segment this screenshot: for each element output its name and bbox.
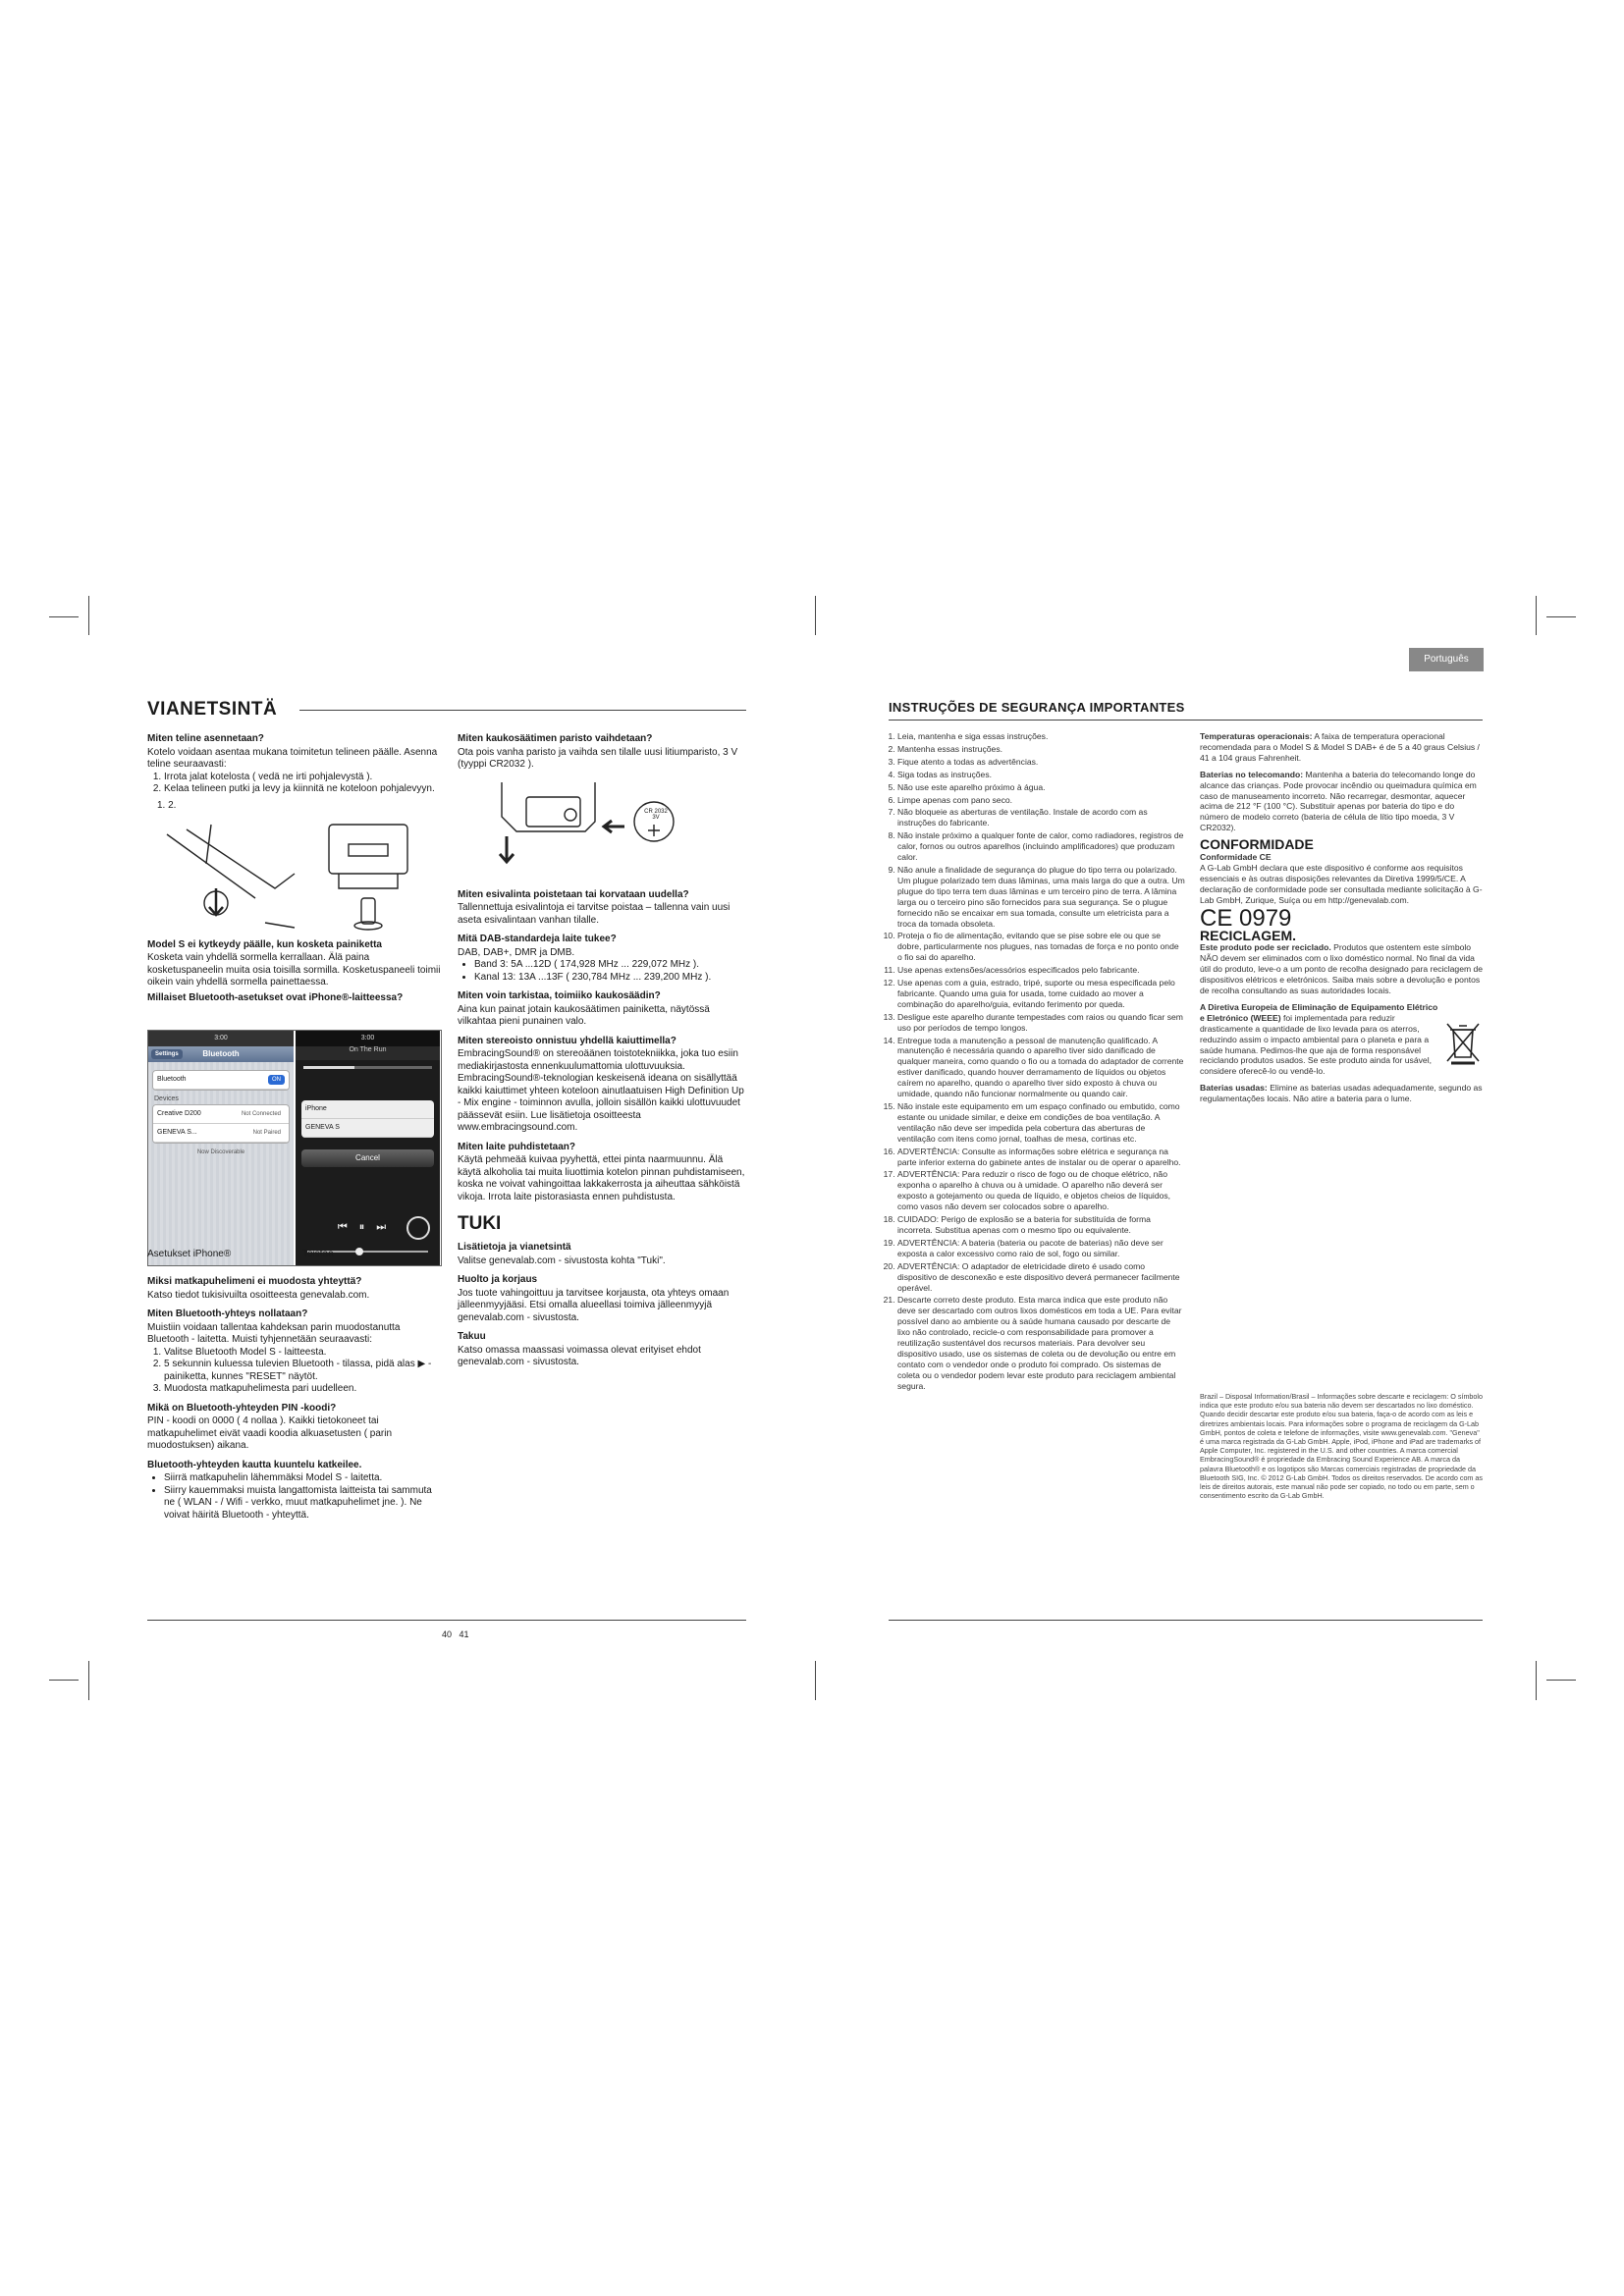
settings-screen bbox=[148, 1031, 294, 1265]
question: Miksi matkapuhelimeni ei muodosta yhteyttä? bbox=[147, 1276, 362, 1287]
left-column-2 bbox=[458, 726, 748, 1369]
crop-mark bbox=[815, 596, 816, 635]
safety-instruction-item: 15. Não instale este equipamento em um espaço confinado ou embutido, como estante ou unidade similar, e deixe em condições de boa ventilação. A ventilação não deve ser impedida pela cobertura das aberturas de ventilação com itens como jornal, toalhas de mesa, cortinas etc. bbox=[897, 1101, 1185, 1145]
answer: DAB, DAB+, DMR ja DMB. bbox=[458, 946, 575, 958]
caption-right: Toistaa bbox=[302, 1249, 334, 1259]
crop-mark bbox=[49, 616, 79, 617]
crop-mark bbox=[1546, 616, 1576, 617]
question: Mitä DAB-standardeja laite tukee? bbox=[458, 934, 617, 944]
nav-bar bbox=[148, 1046, 294, 1062]
safety-instruction-item: 7. Não bloqueie as aberturas de ventilação. Instale de acordo com as instruções do fabricante. bbox=[897, 807, 1185, 828]
battery-note bbox=[1200, 770, 1485, 833]
safety-instruction-item: 19. ADVERTÊNCIA: A bateria (bateria ou pacote de baterias) não deve ser exposta a calor excessivo como raio de sol, fogo ou similar. bbox=[897, 1238, 1185, 1259]
nav-title: Bluetooth bbox=[202, 1049, 240, 1058]
right-column-1 bbox=[879, 731, 1185, 1394]
answer: Ota pois vanha paristo ja vaihda sen tilalle uusi litiumparisto, 3 V (tyyppi CR2032 ). bbox=[458, 746, 738, 770]
weee-bin-icon bbox=[1443, 1020, 1483, 1065]
recycling-text bbox=[1200, 942, 1485, 996]
now-playing-title: On The Run bbox=[296, 1046, 440, 1060]
question: Bluetooth-yhteyden kautta kuuntelu katkeilee. bbox=[147, 1459, 362, 1470]
cancel-button[interactable]: Cancel bbox=[301, 1149, 434, 1167]
safety-instruction-item: 8. Não instale próximo a qualquer fonte de calor, como radiadores, registros de calor, fornos ou outros aparelhos (incluindo amplificadores) que produzam calor. bbox=[897, 830, 1185, 863]
status-bar: 3:00 bbox=[296, 1031, 440, 1046]
row-label: Bluetooth bbox=[157, 1076, 187, 1083]
note-text: Produtos que ostentem este símbolo NÃO devem ser eliminados com o lixo doméstico normal. No final da vida útil do produto, leve-o a um ponto de recolha designado para reciclagem de dispositivos elétricos e eletrónicos. Saiba mais sobre a devolução e pontos de recolha consultando as suas autoridades locais. bbox=[1200, 942, 1484, 996]
crop-mark bbox=[1536, 596, 1537, 635]
bold-lead: Temperaturas operacionais: bbox=[1200, 731, 1313, 741]
answer: EmbracingSound® on stereoäänen toistotekniikka, joka tuo esiin mediakirjastosta ennenkuulumattomia ulottuvuuksia. EmbracingSound®-teknologian keskeisenä ideana on sisällyttää kaikki kaiuttimet yhteen koteloon ainutlaatuisen High Definition Up - Mix engine - toiminnon avulla, jolloin sisällön kaikki ulottuvuudet päässevät esiin. Lue lisätietoja osoitteesta www.embracingsound.com. bbox=[458, 1048, 744, 1133]
answer: Jos tuote vahingoittuu ja tarvitsee korjausta, ota yhteys omaan jälleenmyyjääsi. Etsi omalla alueellasi toimiva jälleenmyyjä genevalab.com - sivustosta. bbox=[458, 1287, 730, 1323]
screenshot-captions bbox=[147, 1249, 442, 1262]
list-item: 3. Muodosta matkapuhelimesta pari uudelleen. bbox=[164, 1383, 442, 1396]
status-bar: 3:00 bbox=[148, 1031, 294, 1046]
question: Miten esivalinta poistetaan tai korvataan uudella? bbox=[458, 888, 689, 900]
safety-instruction-item: 6. Limpe apenas com pano seco. bbox=[897, 795, 1185, 806]
safety-instruction-item: 2. Mantenha essas instruções. bbox=[897, 744, 1185, 755]
question: Miten stereoisto onnistuu yhdellä kaiuttimella? bbox=[458, 1035, 677, 1046]
question: Millaiset Bluetooth-asetukset ovat iPhone®-laitteessa? bbox=[147, 991, 404, 1003]
pause-icon[interactable]: ⏸ bbox=[358, 1221, 377, 1233]
legal-footnote: Brazil – Disposal Information/Brasil – Informações sobre descarte e reciclagem: O símbolo indica que este produto e/ou sua bateria não devem ser descartados no lixo doméstico. Quando decidir descartar este produto e/ou sua bateria, faça-o de acordo com as leis e diretrizes ambientais locais. Para informações sobre o programa de reciclagem da G-Lab GmbH, pontos de coleta e telefone de informações, visite www.genevalab.com. "Geneva" é uma marca registrada da G-Lab GmbH. Apple, iPod, iPhone and iPad are trademarks of Apple Computer, Inc. registered in the U.S. and other countries. A marca comercial EmbracingSound® é propriedade da Embracing Sound Experience AB. A marca da palavra Bluetooth® e os logotipos são Marcas comerciais registradas de propriedade da Bluetooth SIG, Inc. © 2012 G-Lab GmbH. Todos os direitos reservados. De acordo com as leis de direitos autorais, este manual não pode ser copiado, no todo ou em parte, sem o consentimento escrito da G-Lab GmbH. bbox=[1200, 1392, 1484, 1501]
crop-mark bbox=[1546, 1680, 1576, 1681]
device-name: Creative D200 bbox=[157, 1110, 201, 1117]
safety-instruction-item: 5. Não use este aparelho próximo à água. bbox=[897, 782, 1185, 793]
question: Mikä on Bluetooth-yhteyden PIN -koodi? bbox=[147, 1402, 337, 1414]
bold-lead: Baterias usadas: bbox=[1200, 1083, 1268, 1094]
answer: PIN - koodi on 0000 ( 4 nollaa ). Kaikki tietokoneet tai matkapuhelimet eivät vaadi koodia alkuasetusten ( parin muodostuksen) aikana. bbox=[147, 1415, 393, 1451]
steps-list bbox=[147, 1347, 442, 1396]
safety-instruction-item: 18. CUIDADO: Perigo de explosão se a bateria for substituída de forma incorreta. Substitua apenas com o mesmo tipo ou equivalente. bbox=[897, 1214, 1185, 1236]
bullet-list bbox=[147, 1472, 442, 1522]
ce-mark: CE 0979 bbox=[1200, 904, 1292, 932]
recycling-title: RECICLAGEM. bbox=[1200, 927, 1296, 943]
note-text: Elimine as baterias usadas adequadamente, segundo as regulamentações locais. Não atire a bateria para o lume. bbox=[1200, 1083, 1483, 1104]
safety-instruction-item: 11. Use apenas extensões/acessórios especificados pelo fabricante. bbox=[897, 965, 1185, 976]
devices-label: Devices bbox=[154, 1095, 179, 1102]
safety-instruction-item: 9. Não anule a finalidade de segurança do plugue do tipo terra ou polarizado. Um plugue polarizado tem duas lâminas, uma mais larga do que a outra. Um plugue do tipo terra tem duas lâminas e um terceiro pino de terra. A lâmina larga ou o terceiro pino são fornecidos para sua segurança. Se o plugue fornecido não se encaixar em sua tomada, consulte um eletricista para a troca da tomada obsoleta. bbox=[897, 865, 1185, 929]
answer: Katso omassa maassasi voimassa olevat erityiset ehdot genevalab.com - sivustosta. bbox=[458, 1344, 701, 1367]
safety-instruction-item: 14. Entregue toda a manutenção a pessoal de manutenção qualificado. A manutenção é necessária quando o aparelho tiver sido danificado de qualquer maneira, como quando o fio ou a tomada do adaptador de corrente estiver danificado, quando houver derramamento de líquidos ou objetos caírem no aparelho, quando o aparelho tiver sido exposto à chuva ou umidade, quando não funcionar normalmente ou quando cair. bbox=[897, 1036, 1185, 1099]
next-icon[interactable]: ⏭ bbox=[376, 1221, 399, 1233]
question: Huolto ja korjaus bbox=[458, 1274, 538, 1285]
question: Miten voin tarkistaa, toimiiko kaukosäädin? bbox=[458, 990, 661, 1001]
iphone-screenshot bbox=[147, 1030, 442, 1266]
safety-instruction-item: 13. Desligue este aparelho durante tempestades com raios ou quando ficar sem uso por períodos de tempo longos. bbox=[897, 1012, 1185, 1034]
device-name: GENEVA S... bbox=[157, 1129, 197, 1136]
crop-mark bbox=[1536, 1661, 1537, 1700]
footer-rule bbox=[889, 1620, 1483, 1621]
safety-instruction-item: 1. Leia, mantenha e siga essas instruções. bbox=[897, 731, 1185, 742]
bold-lead: Baterias no telecomando: bbox=[1200, 769, 1304, 779]
settings-back-button[interactable]: Settings bbox=[151, 1049, 183, 1059]
device-status: Not Connected bbox=[241, 1111, 281, 1117]
answer: Aina kun painat jotain kaukosäätimen painiketta, näytössä vilkahtaa pieni punainen valo. bbox=[458, 1003, 710, 1027]
question: Model S ei kytkeydy päälle, kun kosketa painiketta bbox=[147, 938, 382, 950]
safety-instruction-item: 10. Proteja o fio de alimentação, evitando que se pise sobre ele ou que se dobre, particularmente nos plugues, nas tomadas de força e no ponto onde o fio sai do aparelho. bbox=[897, 931, 1185, 963]
question: Takuu bbox=[458, 1331, 486, 1342]
now-playing-screen bbox=[296, 1031, 440, 1265]
bold-lead: A Diretiva Europeia de Eliminação de Equipamento Elétrico e Eletrónico (WEEE) bbox=[1200, 1001, 1438, 1023]
answer: Kosketa vain yhdellä sormella kerrallaan. Älä paina kosketuspaneelin muita osia toisilla sormilla. Kosketuspaneeli toimii oikein vain yhdellä sormella painettaessa. bbox=[147, 952, 441, 988]
airplay-icon[interactable] bbox=[406, 1216, 430, 1240]
safety-instruction-item: 17. ADVERTÊNCIA: Para reduzir o risco de fogo ou de choque elétrico, não exponha o aparelho à chuva ou à umidade. O aparelho não deverá ser exposto a gotejamento ou queda de líquido, e objetos cheios de líquidos, como vasos não devem ser colocados sobre o aparelho. bbox=[897, 1169, 1185, 1212]
crop-mark bbox=[88, 1661, 89, 1700]
safety-instructions-list bbox=[879, 731, 1185, 1392]
list-item: • Kanal 13: 13A ...13F ( 230,784 MHz ... 239,200 MHz ). bbox=[474, 972, 748, 985]
footer-rule bbox=[147, 1620, 746, 1621]
title-rule bbox=[299, 710, 746, 711]
left-column-1 bbox=[147, 726, 442, 1522]
title-rule bbox=[889, 720, 1483, 721]
conformity-title: CONFORMIDADE bbox=[1200, 836, 1314, 853]
bold-lead: Este produto pode ser reciclado. bbox=[1200, 942, 1331, 953]
answer: Kotelo voidaan asentaa mukana toimitetun telineen päälle. Asenna teline seuraavasti: bbox=[147, 746, 438, 770]
crop-mark bbox=[88, 596, 89, 635]
note-text: foi implementada para reduzir drasticamente a quantidade de lixo levada para os aterros, reduzindo assim o impacto ambiental para o planeta e para a saúde humana. Pedimos-lhe que aja de forma responsável reciclando produtos usados. Se este produto ainda for usável, considere oferecê-lo ou vendê-lo. bbox=[1200, 1012, 1433, 1077]
device-status: Not Paired bbox=[252, 1130, 281, 1136]
safety-instruction-item: 4. Siga todas as instruções. bbox=[897, 770, 1185, 780]
note-text: A faixa de temperatura operacional recomendada para o Model S & Model S DAB+ é de 5 a 40 graus Celsius / 41 a 104 graus Fahrenheit. bbox=[1200, 731, 1480, 763]
crop-mark bbox=[49, 1680, 79, 1681]
page-numbers: 40 41 bbox=[442, 1629, 469, 1639]
question: Lisätietoja ja vianetsintä bbox=[458, 1242, 571, 1253]
bullet-list bbox=[458, 959, 748, 984]
question: Miten Bluetooth-yhteys nollataan? bbox=[147, 1308, 308, 1319]
safety-instruction-item: 20. ADVERTÊNCIA: O adaptador de eletricidade direto é usado como dispositivo de desconexão e este dispositivo deverá permanecer facilmente operável. bbox=[897, 1261, 1185, 1294]
safety-instruction-item: 3. Fique atento a todas as advertências. bbox=[897, 757, 1185, 768]
device-row[interactable] bbox=[153, 1105, 289, 1124]
stand-illustration bbox=[147, 800, 442, 933]
figure-labels: 1. 2. bbox=[157, 799, 177, 811]
conformity-text: A G-Lab GmbH declara que este dispositivo é conforme aos requisitos essenciais e às outras disposições relevantes da Diretiva 1999/5/CE. A declaração de conformidade pode ser consultada mediante solicitação à G-Lab GmbH, Zurique, Suíça ou em http://genevalab.com. bbox=[1200, 862, 1483, 905]
caption-left: Asetukset iPhone® bbox=[147, 1249, 232, 1259]
list-item: • Band 3: 5A ...12D ( 174,928 MHz ... 229,072 MHz ). bbox=[474, 959, 748, 972]
progress-bar[interactable] bbox=[303, 1066, 432, 1069]
weee-text bbox=[1200, 1002, 1485, 1077]
battery-label: CR 2032 3V bbox=[644, 808, 668, 821]
bluetooth-toggle[interactable]: ON bbox=[268, 1075, 285, 1085]
previous-icon[interactable]: ⏮ bbox=[337, 1221, 359, 1233]
list-item: 1. Irrota jalat kotelosta ( vedä ne irti pohjalevystä ). bbox=[164, 772, 442, 784]
safety-instruction-item: 12. Use apenas com a guia, estrado, tripé, suporte ou mesa especificada pelo fabricante. Quando uma guia for usada, tome cuidado ao mover a combinação do aparelho/guia, evitando ferimento por queda. bbox=[897, 978, 1185, 1010]
safety-instruction-item: 16. ADVERTÊNCIA: Consulte as informações sobre elétrica e segurança na parte inferior externa do gabinete antes de instalar ou de operar o aparelho. bbox=[897, 1147, 1185, 1168]
crop-mark bbox=[815, 1661, 816, 1700]
answer: Tallennettuja esivalintoja ei tarvitse poistaa – tallenna vain uusi aseta esivalintaan vanhan tilalle. bbox=[458, 902, 731, 926]
list-item: 1. Valitse Bluetooth Model S - laitteesta. bbox=[164, 1347, 442, 1360]
page-title: VIANETSINTÄ bbox=[147, 699, 278, 720]
right-column-2 bbox=[1200, 731, 1485, 1110]
temperature-note bbox=[1200, 731, 1485, 764]
airplay-option-geneva[interactable] bbox=[301, 1119, 434, 1138]
question: Miten kaukosäätimen paristo vaihdetaan? bbox=[458, 733, 653, 744]
answer: Katso tiedot tukisivuilta osoitteesta genevalab.com. bbox=[147, 1289, 370, 1301]
safety-title: INSTRUÇÕES DE SEGURANÇA IMPORTANTES bbox=[889, 700, 1185, 715]
option-label: GENEVA S bbox=[305, 1124, 340, 1131]
question: Miten teline asennetaan? bbox=[147, 733, 264, 744]
option-label: iPhone bbox=[305, 1105, 327, 1112]
bluetooth-toggle-row[interactable] bbox=[153, 1071, 289, 1090]
list-item: • Siirrä matkapuhelin lähemmäksi Model S - laitetta. bbox=[164, 1472, 442, 1485]
answer: Muistiin voidaan tallentaa kahdeksan parin muodostanutta Bluetooth - laitetta. Muisti tyhjennetään seuraavasti: bbox=[147, 1321, 401, 1345]
discoverable-label: Now Discoverable bbox=[196, 1149, 245, 1155]
answer: Valitse genevalab.com - sivustosta kohta "Tuki". bbox=[458, 1255, 666, 1266]
conformity-subtitle: Conformidade CE bbox=[1200, 852, 1272, 863]
steps-list bbox=[147, 772, 442, 796]
list-item: • Siirry kauemmaksi muista langattomista laitteista tai sammuta ne ( WLAN - / Wifi - verkko, muut matkapuhelimet jne. ). Ne voivat häiritä Bluetooth - yhteyttä. bbox=[164, 1485, 442, 1522]
note-text: Mantenha a bateria do telecomando longe do alcance das crianças. Pode provocar incêndio ou queimadura química em caso de manuseamento incorreto. Não recarregar, desmontar, aquecer acima de 212 °F (100 °C). Substituir apenas por bateria do tipo e do número de modelo correto (bateria de célula de lítio tipo moeda, 3 V CR2032). bbox=[1200, 769, 1477, 833]
language-tab: Português bbox=[1409, 648, 1484, 671]
list-item: 2. 5 sekunnin kuluessa tulevien Bluetooth - tilassa, pidä alas ▶ - painiketta, kunnes "RESET" näytöt. bbox=[164, 1359, 442, 1383]
answer: Käytä pehmeää kuivaa pyyhettä, ettei pinta naarmuunnu. Älä käytä alkoholia tai muita liuottimia kotelon pinnan puhdistamiseen, koska ne voivat vahingoittaa lakkakerrosta ja aiheuttaa sähköistä vikoja. Irrota laite pistorasiasta ennen puhdistusta. bbox=[458, 1154, 745, 1202]
used-batteries-text bbox=[1200, 1083, 1485, 1104]
device-row[interactable] bbox=[153, 1124, 289, 1143]
safety-instruction-item: 21. Descarte correto deste produto. Esta marca indica que este produto não deve ser descartado com outros lixos domésticos em toda a UE. Para evitar possível dano ao ambiente ou à saúde humana causado por descarte de lixo não controlado, recicle-o com responsabilidade para promover a reutilização sustentável dos recursos materiais. Para devolver seu dispositivo usado, use os sistemas de coleta ou de devolução ou entre em contato com o vendedor onde o produto foi comprado. Os sistemas de coleta ou o vendedor podem levar este produto para reciclagem ambiental segura. bbox=[897, 1295, 1185, 1391]
support-title: TUKI bbox=[458, 1213, 502, 1234]
list-item: 2. Kelaa telineen putki ja levy ja kiinnitä ne koteloon pohjalevyyn. bbox=[164, 783, 442, 796]
question: Miten laite puhdistetaan? bbox=[458, 1141, 576, 1152]
battery-illustration bbox=[458, 777, 748, 876]
airplay-option-iphone[interactable] bbox=[301, 1100, 434, 1119]
